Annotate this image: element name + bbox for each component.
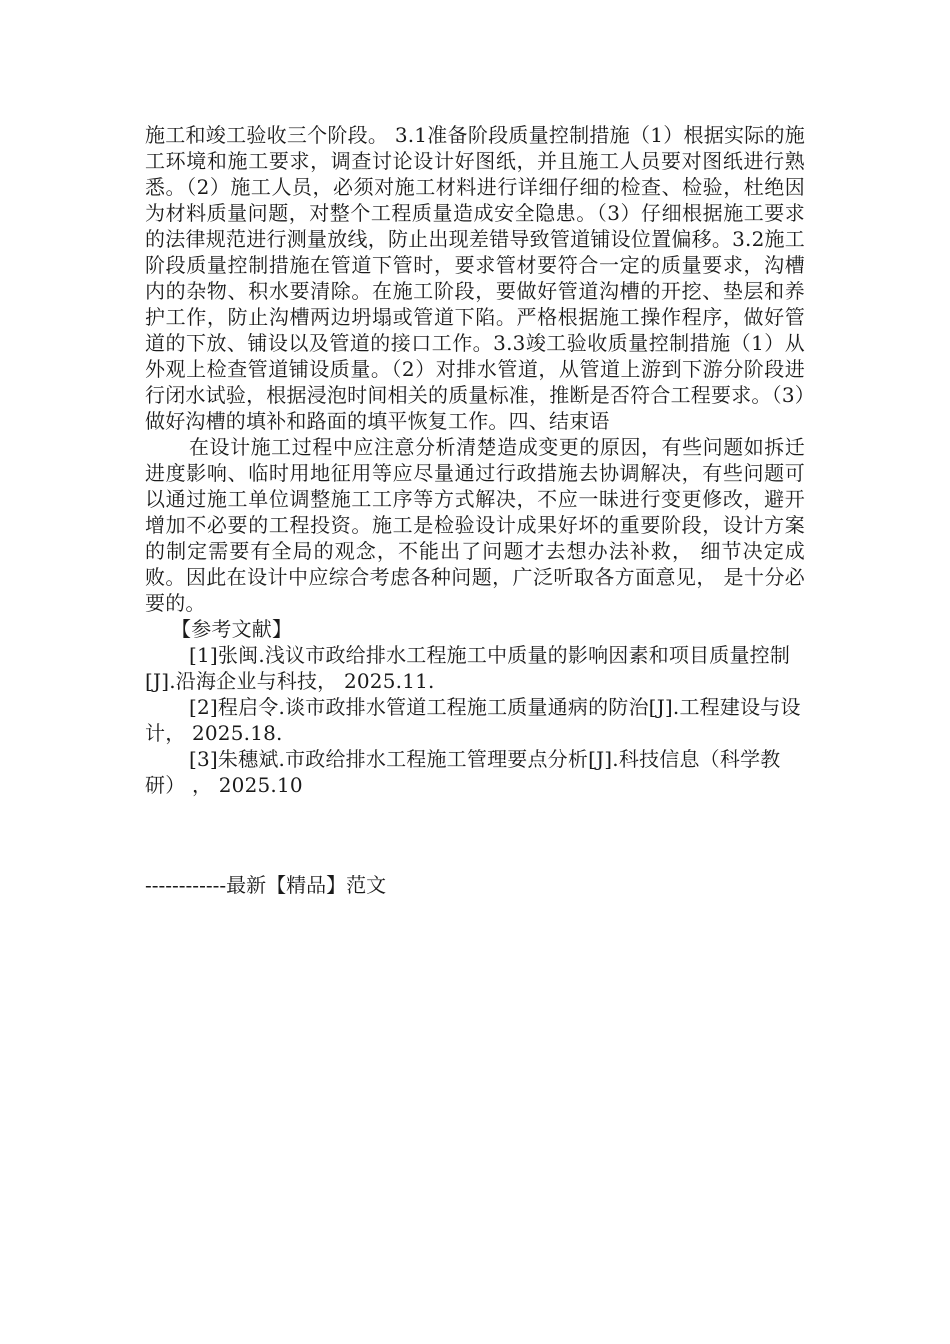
references-heading: 【参考文献】 <box>171 617 293 641</box>
body-paragraph: 在设计施工过程中应注意分析清楚造成变更的原因，有些问题如拆迁进度影响、临时用地征用等应尽量通过行政措施去协调解决，有些问题可以通过施工单位调整施工工序等方式解决，不应一昧进行变更修改，避开增加不必要的工程投资。施工是检验设计成果好坏的重要阶段，设计方案的制定需要有全局的观念，不能出了问题才去想办法补救， 细节决定成败。因此在设计中应综合考虑各种问题，广泛听取各方面意见， 是十分必要的。 <box>145 435 805 615</box>
document-body <box>145 122 805 798</box>
reference-item: [3]朱穗斌.市政给排水工程施工管理要点分析[J].科技信息（科学教研） ， 2025.10 <box>145 747 781 797</box>
footer-text: ------------最新【精品】范文 <box>145 873 387 897</box>
reference-item: [1]张闽.浅议市政给排水工程施工中质量的影响因素和项目质量控制[J].沿海企业与科技， 2025.11. <box>145 643 791 693</box>
body-paragraph: 施工和竣工验收三个阶段。 3.1准备阶段质量控制措施（1）根据实际的施工环境和施工要求，调查讨论设计好图纸，并且施工人员要对图纸进行熟悉。（2）施工人员，必须对施工材料进行详细仔细的检查、检验，杜绝因为材料质量问题，对整个工程质量造成安全隐患。（3）仔细根据施工要求的法律规范进行测量放线，防止出现差错导致管道铺设位置偏移。3.2施工阶段质量控制措施在管道下管时，要求管材要符合一定的质量要求，沟槽内的杂物、积水要清除。在施工阶段，要做好管道沟槽的开挖、垫层和养护工作，防止沟槽两边坍塌或管道下陷。严格根据施工操作程序，做好管道的下放、铺设以及管道的接口工作。3.3竣工验收质量控制措施（1）从外观上检查管道铺设质量。（2）对排水管道，从管道上游到下游分阶段进行闭水试验，根据浸泡时间相关的质量标准，推断是否符合工程要求。（3）做好沟槽的填补和路面的填平恢复工作。四、结束语 <box>145 123 805 433</box>
reference-item: [2]程启令.谈市政排水管道工程施工质量通病的防治[J].工程建设与设计， 2025.18. <box>145 695 801 745</box>
